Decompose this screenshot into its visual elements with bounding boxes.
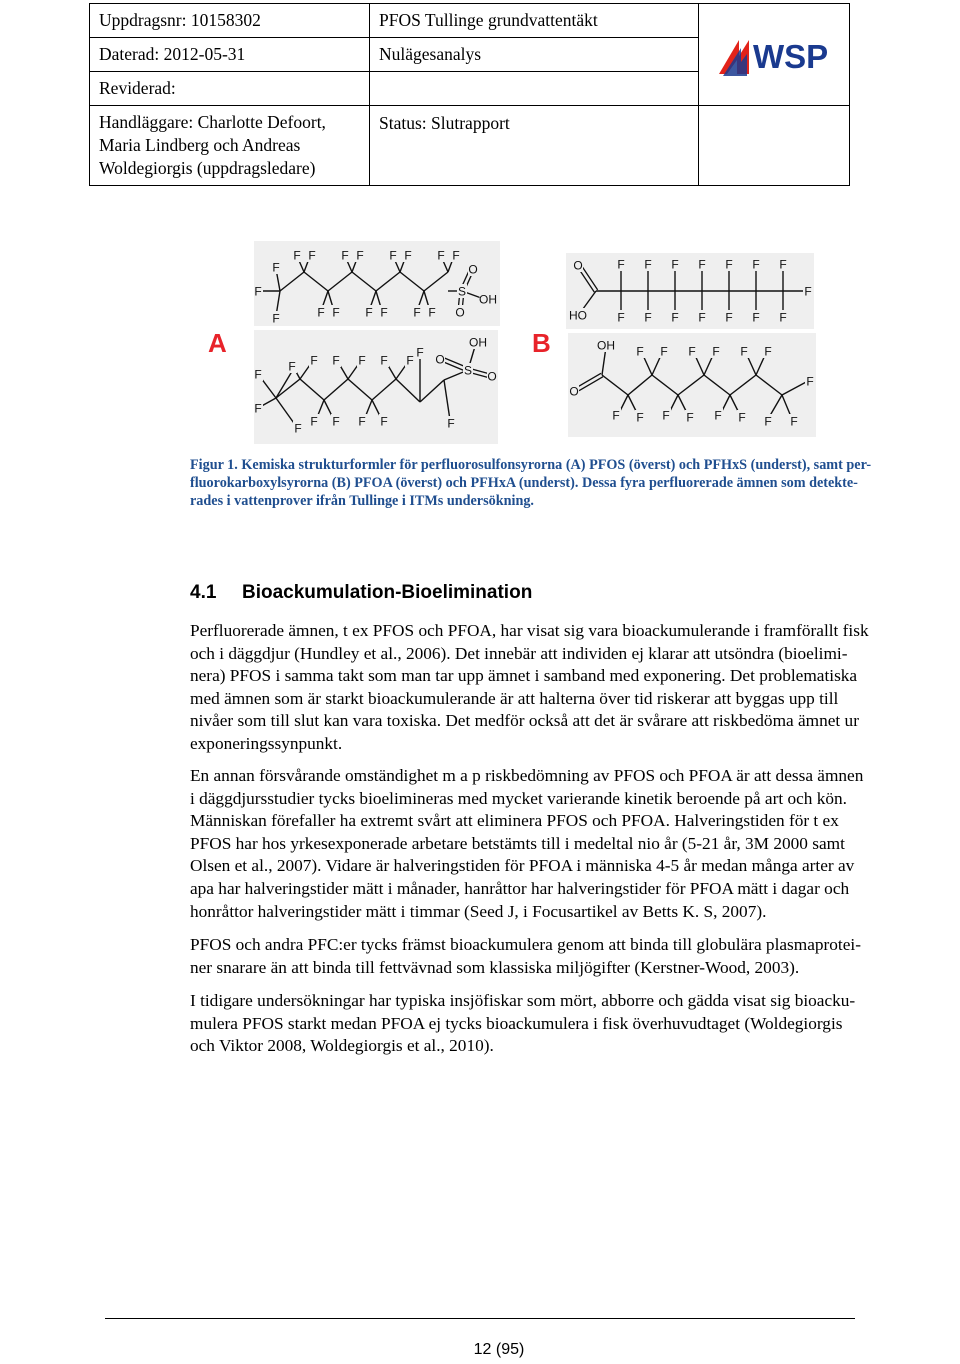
pfhxa-structure <box>568 333 816 437</box>
project-title: PFOS Tullinge grundvattentäkt <box>370 4 699 38</box>
atom-label-o: O <box>487 369 497 384</box>
atom-label-s: S <box>457 284 467 299</box>
atom-label-f: F <box>617 310 625 325</box>
paragraph-line: Människan förefaller ha extremt svårt att eliminera PFOS och PFOA. Halveringstiden för t ex <box>190 811 839 831</box>
atom-label-f: F <box>806 374 814 389</box>
atom-label-o: O <box>468 262 478 277</box>
paragraph-line: nera) PFOS i samma takt som man tar upp ämnet i samband med exponering. Det problematiska <box>190 666 858 686</box>
atom-label-o: O <box>435 352 445 367</box>
paragraph-line: ner snarare än att binda till fettvävnad som klassiska miljögifter (Kerstner-Wood, 2003). <box>190 957 800 977</box>
date: Daterad: 2012-05-31 <box>90 38 370 72</box>
paragraph-line: I tidigare undersökningar har typiska insjöfiskar som mört, abborre och gädda visat sig bioacku- <box>190 991 856 1010</box>
caption-line: Figur 1. Kemiska strukturformler för perfluorosulfonsyrorna (A) PFOS (överst) och PFHxS (underst), samt per- <box>190 457 872 473</box>
atom-label-f: F <box>644 310 652 325</box>
atom-label-f: F <box>317 305 325 320</box>
atom-label-oh: OH <box>479 292 497 307</box>
atom-label-f: F <box>738 410 746 425</box>
atom-label-f: F <box>380 353 388 368</box>
paragraph-line: En annan försvårande omständighet m a p riskbedömning av PFOS och PFOA är att dessa ämnen <box>190 766 864 785</box>
wsp-logo-icon <box>715 34 839 82</box>
atom-label-f: F <box>779 310 787 325</box>
atom-label-f: F <box>356 248 364 263</box>
figure-caption <box>190 456 958 510</box>
atom-label-f: F <box>272 260 280 275</box>
atom-label-f: F <box>358 414 366 429</box>
atom-label-f: F <box>764 344 772 359</box>
atom-label-o: O <box>573 258 583 273</box>
atom-label-f: F <box>254 401 262 416</box>
atom-label-f: F <box>612 408 620 423</box>
atom-label-f: F <box>688 344 696 359</box>
paragraph-line: PFOS och andra PFC:er tycks främst bioackumulera genom att binda till globulära plasmaprotei- <box>190 935 861 954</box>
atom-label-f: F <box>332 305 340 320</box>
atom-label-f: F <box>698 257 706 272</box>
atom-label-f: F <box>413 305 421 320</box>
atom-label-f: F <box>764 414 772 429</box>
pfhxs-structure <box>254 330 498 444</box>
handlers-line: Handläggare: Charlotte Defoort, <box>99 112 326 132</box>
atom-label-s: S <box>463 363 473 378</box>
atom-label-f: F <box>725 310 733 325</box>
atom-label-f: F <box>752 310 760 325</box>
atom-label-f: F <box>671 310 679 325</box>
atom-label-oh: OH <box>469 335 487 350</box>
paragraph <box>190 765 960 923</box>
atom-label-f: F <box>714 408 722 423</box>
page-number: 12 (95) <box>473 1341 525 1358</box>
atom-label-f: F <box>416 345 424 360</box>
paragraph-line: PFOS har hos yrkesexponerade arbetare betstämts till i medeltal nio år (5-21 år, 3M 2000 samt <box>190 833 845 853</box>
caption-line: fluorokarboxylsyrorna (B) PFOA (överst) och PFHxA (underst). Dessa fyra perfluorerade ämnen som detekte- <box>190 475 858 491</box>
paragraph-line: apa har halveringstider mätt i månader, hanråttor har halveringstider för PFOA mätt i dagar och <box>190 878 850 898</box>
figure-label-b: B <box>532 328 551 358</box>
pfoa-structure <box>566 253 814 329</box>
paragraph-line: med ämnen som är starkt bioackumulerande är att halterna över tid riskerar att byggas upp till <box>190 688 839 708</box>
atom-label-f: F <box>636 410 644 425</box>
atom-label-f: F <box>254 284 262 299</box>
paragraph-line: Olsen et al., 2007). Vidare är halveringstiden för PFOA i människa 4-5 år medan många arter av <box>190 856 855 876</box>
atom-label-f: F <box>310 414 318 429</box>
atom-label-oh: OH <box>597 338 615 353</box>
atom-label-f: F <box>332 414 340 429</box>
paragraph-line: Perfluorerade ämnen, t ex PFOS och PFOA, har visat sig vara bioackumulerande i framförallt fisk <box>190 621 869 640</box>
handlers-line: Woldegiorgis (uppdragsledare) <box>99 158 316 178</box>
atom-label-f: F <box>790 414 798 429</box>
atom-label-f: F <box>804 284 812 299</box>
paragraph-line: exponeringssynpunkt. <box>190 733 343 753</box>
handlers <box>90 106 370 186</box>
atom-label-f: F <box>332 353 340 368</box>
paragraph-line: nivåer som till slut kan vara toxiska. Det medför också att det är svårare att riskbedöma ämnet ur <box>190 711 859 731</box>
atom-label-f: F <box>662 408 670 423</box>
paragraph <box>190 934 960 979</box>
atom-label-f: F <box>660 344 668 359</box>
status: Status: Slutrapport <box>370 106 699 186</box>
project-number: Uppdragsnr: 10158302 <box>90 4 370 38</box>
paragraph-line: mulera PFOS starkt medan PFOA ej tycks bioackumulera i fisk överhuvudtaget (Woldegiorgis <box>190 1013 843 1033</box>
section-heading <box>190 582 532 604</box>
atom-label-f: F <box>686 410 694 425</box>
section-number: 4.1 <box>190 582 217 603</box>
atom-label-f: F <box>698 310 706 325</box>
atom-label-f: F <box>671 257 679 272</box>
atom-label-f: F <box>380 305 388 320</box>
atom-label-f: F <box>310 353 318 368</box>
paragraph-line: honråttor halveringstider mätt i timmar (Seed J, i Focusartikel av Betts K. S, 2007). <box>190 901 767 921</box>
logo-text: WSP <box>753 38 829 75</box>
atom-label-f: F <box>404 248 412 263</box>
atom-label-f: F <box>617 257 625 272</box>
pfos-structure <box>254 241 500 326</box>
paragraph-line: i däggdjursstudier tycks bioelimineras med mycket varierande kinetik beroende på art och kön. <box>190 788 847 808</box>
footer-divider <box>105 1318 855 1319</box>
blank-cell <box>699 106 850 186</box>
atom-label-o: O <box>569 384 579 399</box>
paragraph <box>190 620 960 756</box>
atom-label-f: F <box>288 359 296 374</box>
handlers-line: Maria Lindberg och Andreas <box>99 135 301 155</box>
atom-label-ho: HO <box>569 308 587 323</box>
atom-label-f: F <box>712 344 720 359</box>
atom-label-f: F <box>452 248 460 263</box>
atom-label-f: F <box>365 305 373 320</box>
revised: Reviderad: <box>90 72 370 106</box>
atom-label-f: F <box>725 257 733 272</box>
atom-label-f: F <box>428 305 436 320</box>
atom-label-f: F <box>447 416 455 431</box>
atom-label-f: F <box>644 257 652 272</box>
caption-line: rades i vattenprover ifrån Tullinge i ITMs undersökning. <box>190 493 534 509</box>
atom-label-f: F <box>740 344 748 359</box>
atom-label-f: F <box>341 248 349 263</box>
blank-cell <box>370 72 699 106</box>
atom-label-f: F <box>308 248 316 263</box>
atom-label-f: F <box>389 248 397 263</box>
logo-cell <box>699 4 850 106</box>
atom-label-f: F <box>636 344 644 359</box>
atom-label-f: F <box>358 353 366 368</box>
atom-label-f: F <box>293 248 301 263</box>
atom-label-f: F <box>254 367 262 382</box>
atom-label-f: F <box>752 257 760 272</box>
paragraph-line: och Viktor 2008, Woldegiorgis et al., 2010). <box>190 1036 494 1056</box>
atom-label-f: F <box>406 353 414 368</box>
paragraph-line: och i däggdjur (Hundley et al., 2006). Det innebär att individen ej klarar att utsöndra (bioelimi- <box>190 643 848 663</box>
atom-label-f: F <box>437 248 445 263</box>
atom-label-f: F <box>380 414 388 429</box>
document-type: Nulägesanalys <box>370 38 699 72</box>
section-title: Bioackumulation-Bioelimination <box>242 582 533 603</box>
atom-label-f: F <box>294 421 302 436</box>
paragraph <box>190 990 960 1058</box>
atom-label-o: O <box>455 305 465 320</box>
atom-label-f: F <box>779 257 787 272</box>
header-table <box>89 3 850 186</box>
atom-label-f: F <box>272 311 280 326</box>
figure-label-a: A <box>208 328 227 358</box>
